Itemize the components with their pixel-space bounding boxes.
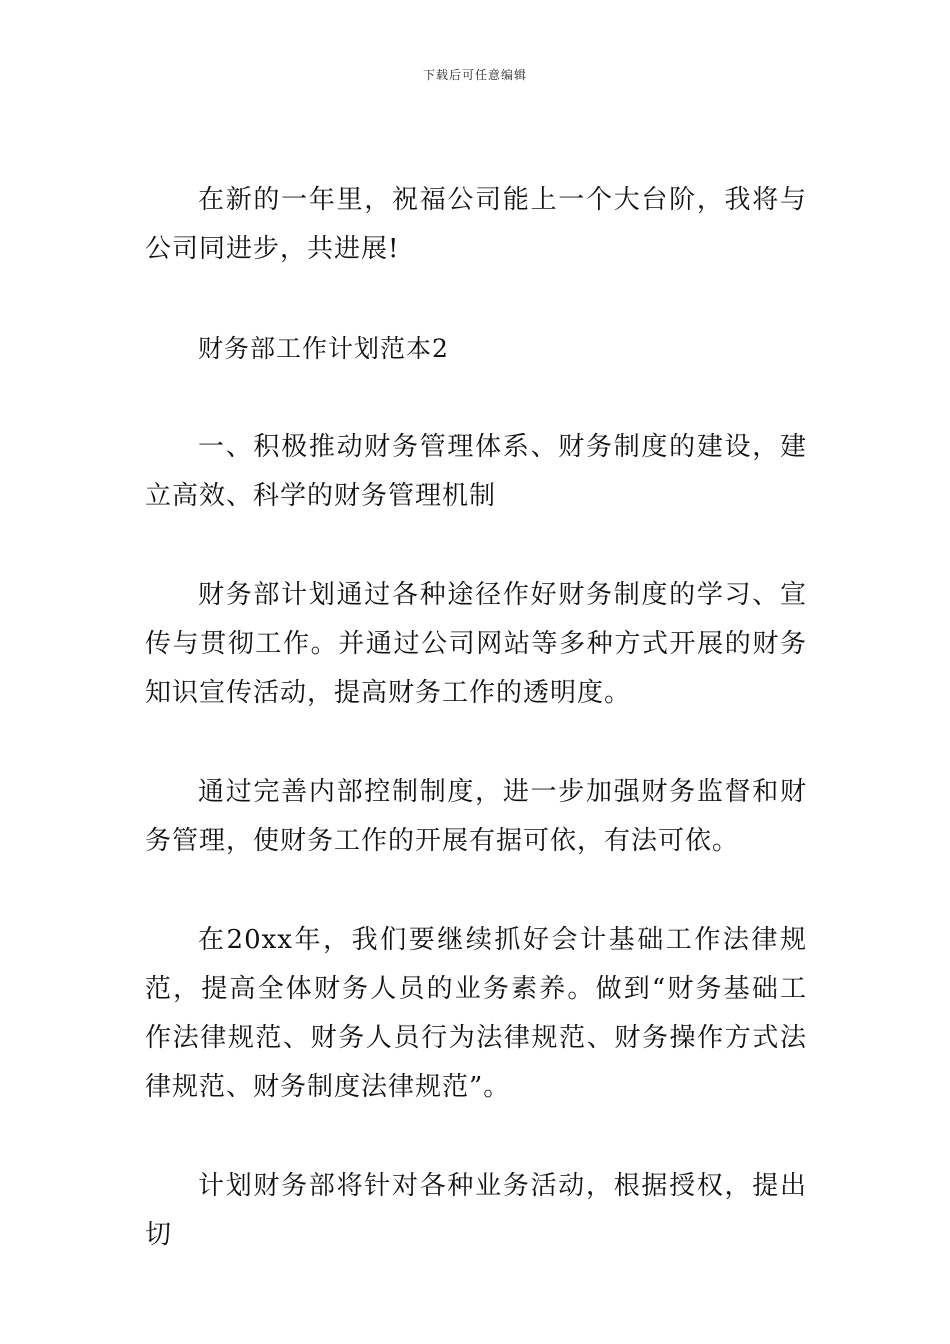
section-title: 财务部工作计划范本2 bbox=[198, 334, 449, 363]
document-body bbox=[145, 176, 807, 1310]
page-header: 下载后可任意编辑 bbox=[422, 68, 527, 82]
paragraph-section-one-heading: 一、积极推动财务管理体系、财务制度的建设，建立高效、科学的财务管理机制 bbox=[145, 432, 807, 511]
paragraph-new-year-wish: 在新的一年里，祝福公司能上一个大台阶，我将与公司同进步，共进展! bbox=[145, 185, 807, 264]
paragraph-system-learning: 财务部计划通过各种途径作好财务制度的学习、宣传与贯彻工作。并通过公司网站等多种方式开展的财务知识宣传活动，提高财务工作的透明度。 bbox=[145, 580, 807, 708]
paragraph-internal-control: 通过完善内部控制制度，进一步加强财务监督和财务管理，使财务工作的开展有据可依，有法可依。 bbox=[145, 777, 807, 856]
paragraph-standards: 在20xx年，我们要继续抓好会计基础工作法律规范，提高全体财务人员的业务素养。做到“财务基础工作法律规范、财务人员行为法律规范、财务操作方式法律规范、财务制度法律规范”。 bbox=[145, 925, 807, 1102]
paragraph-plan-activities: 计划财务部将针对各种业务活动，根据授权，提出切 bbox=[145, 1171, 807, 1250]
